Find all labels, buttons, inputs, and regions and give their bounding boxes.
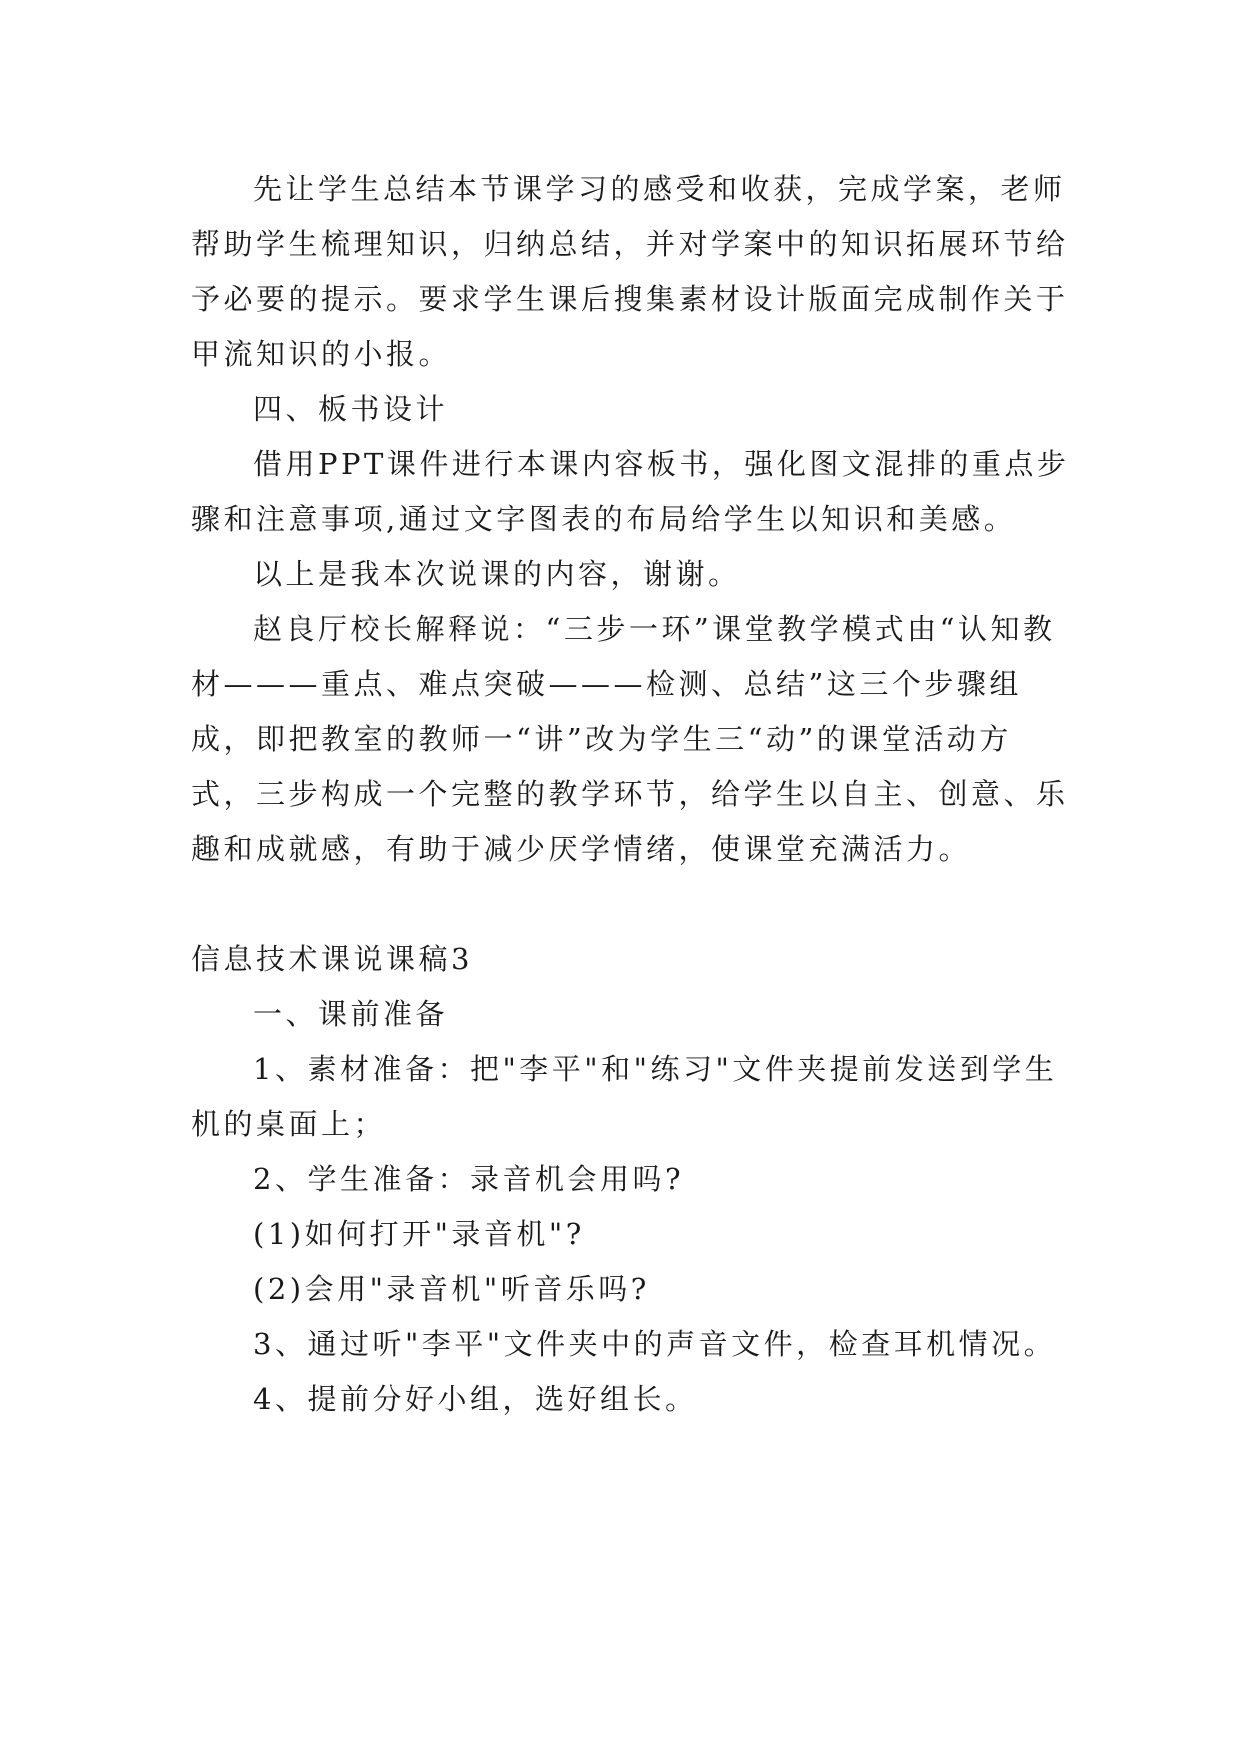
paragraph-closing: 以上是我本次说课的内容，谢谢。 xyxy=(253,557,741,591)
paragraph-board-design-heading: 四、板书设计 xyxy=(253,392,449,426)
paragraph-open-recorder: (1)如何打开"录音机"? xyxy=(253,1217,585,1251)
paragraph-check-headphones: 3、通过听"李平"文件夹中的声音文件，检查耳机情况。 xyxy=(253,1327,1057,1361)
paragraph-use-recorder: (2)会用"录音机"听音乐吗? xyxy=(253,1272,650,1306)
paragraph-groups: 4、提前分好小组，选好组长。 xyxy=(253,1382,698,1416)
paragraph-material-prep: 1、素材准备：把"李平"和"练习"文件夹提前发送到学生机的桌面上； xyxy=(191,1052,1058,1141)
paragraph-summary: 先让学生总结本节课学习的感受和收获，完成学案，老师帮助学生梳理知识，归纳总结，并对学案中的知识拓展环节给予必要的提示。要求学生课后搜集素材设计版面完成制作关于甲流知识的小报。 xyxy=(191,172,1069,371)
paragraph-student-prep: 2、学生准备：录音机会用吗? xyxy=(253,1162,684,1196)
document-body xyxy=(191,162,1071,1427)
section-title: 信息技术课说课稿3 xyxy=(191,942,473,976)
paragraph-principal-quote: 赵良厅校长解释说：“三步一环”课堂教学模式由“认知教材———重点、难点突破———检测、总结”这三个步骤组成，即把教室的教师一“讲”改为学生三“动”的课堂活动方式，三步构成一个完整的教学环节，给学生以自主、创意、乐趣和成就感，有助于减少厌学情绪，使课堂充满活力。 xyxy=(191,612,1069,866)
paragraph-preparation-heading: 一、课前准备 xyxy=(253,997,449,1031)
paragraph-board-design: 借用PPT课件进行本课内容板书，强化图文混排的重点步骤和注意事项,通过文字图表的布局给学生以知识和美感。 xyxy=(191,447,1070,536)
